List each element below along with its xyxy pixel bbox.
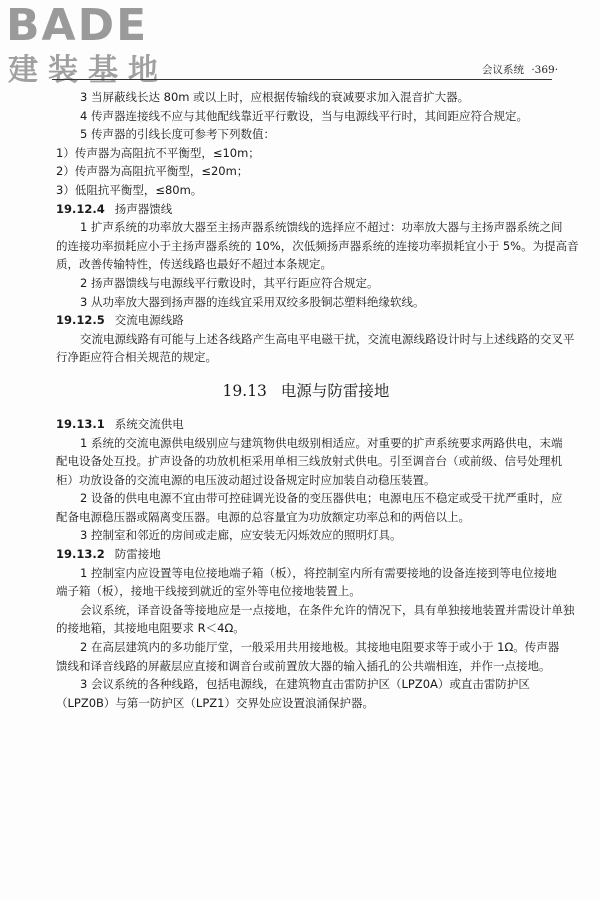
text-line: 柜）功放设备的交流电源的电压波动超过设备规定时应加装自动稳压装置。 — [56, 472, 436, 487]
text-line: 3）低阻抗平衡型，≤80m。 — [56, 182, 203, 197]
text-line: 3 当屏蔽线长达 80m 或以上时，应根据传输线的衰减要求加入混音扩大器。 — [80, 90, 470, 104]
header-section: 会议系统 — [482, 64, 524, 76]
header-page: ·369· — [531, 64, 559, 76]
text-line: （LPZ0B）与第一防护区（LPZ1）交界处应设置浪涌保护器。 — [56, 695, 374, 710]
paragraph — [56, 638, 560, 675]
text-line: 3 从功率放大器到扬声器的连线宜采用双绞多股铜芯塑料绝缘软线。 — [80, 294, 425, 309]
watermark-brand: BADE — [6, 0, 149, 51]
header-rule — [52, 79, 552, 80]
text-line: 馈线和译音线路的屏蔽层应直接和调音台或前置放大器的输入插孔的公共端相连，并作一点接地。 — [56, 658, 551, 673]
paragraph — [56, 564, 556, 601]
paragraph — [56, 330, 575, 367]
text-line: 会议系统，译音设备等接地应是一点接地，在条件允许的情况下，具有单独接地装置并需设计单独 — [80, 602, 575, 617]
text-line: 3 会议系统的各种线路，包括电源线，在建筑物直击雷防护区（LPZ0A）或直击雷防护区 — [80, 677, 530, 692]
chapter-title: 电源与防雷接地 — [280, 381, 390, 400]
section-title: 交流电源线路 — [114, 313, 184, 328]
text-line: 1 系统的交流电源供电级别应与建筑物供电级别相适应。对重要的扩声系统要求两路供电，末端 — [80, 435, 563, 450]
section-title: 防雷接地 — [114, 547, 161, 562]
text-line: 1）传声器为高阻抗不平衡型，≤10m； — [56, 145, 260, 160]
section-heading — [56, 415, 556, 434]
text-line: 2）传声器为高阻抗平衡型，≤20m； — [56, 164, 249, 179]
text-line: 3 控制室和邻近的房间或走廊，应安装无闪烁效应的照明灯具。 — [80, 528, 402, 543]
running-header — [478, 62, 558, 77]
section-title: 系统交流供电 — [114, 416, 184, 431]
text-line: 2 在高层建筑内的多功能厅堂，一般采用共用接地极。其接地电阻要求等于或小于 1Ω。传声器 — [80, 640, 560, 655]
paragraph — [56, 434, 563, 490]
text-line: 2 设备的供电电源不宜由带可控硅调光设备的变压器供电；电源电压不稳定或受干扰严重时，应 — [80, 491, 563, 506]
chapter-number: 19.13 — [222, 381, 267, 400]
section-number: 19.12.5 — [56, 313, 105, 328]
section-heading — [56, 545, 556, 564]
text-line: 质，改善传输特性，传送线路也最好不超过本条规定。 — [56, 257, 332, 272]
watermark-chinese: 建装基地 — [8, 53, 168, 88]
watermark-logo — [6, 0, 186, 90]
text-line: 1 控制室内应设置等电位接地端子箱（板），将控制室内所有需要接地的设备连接到等电位接地 — [80, 565, 557, 580]
text-line: 1 扩声系统的功率放大器至主扬声器系统馈线的选择应不超过：功率放大器与主扬声器系统之间 — [80, 220, 563, 235]
paragraph — [56, 489, 563, 526]
text-line: 交流电源线路有可能与上述各线路产生高电平电磁干扰，交流电源线路设计时与上述线路的交叉平 — [80, 331, 575, 346]
text-line: 行净距应符合相关规范的规定。 — [56, 350, 217, 365]
paragraph — [56, 218, 579, 274]
section-number: 19.13.1 — [56, 416, 105, 431]
text-line: 的连接功率损耗应小于主扬声器系统的 10%，次低频扬声器系统的连接功率损耗宜小于 5%。为提高音 — [56, 238, 579, 253]
chapter-heading — [56, 379, 556, 403]
text-line: 端子箱（板），接地干线接到就近的室外等电位接地装置上。 — [56, 584, 361, 599]
section-title: 扬声器馈线 — [114, 201, 173, 216]
paragraph — [56, 601, 575, 638]
text-line: 4 传声器连接线不应与其他配线靠近平行敷设，当与电源线平行时，其间距应符合规定。 — [80, 108, 528, 123]
section-heading — [56, 311, 556, 330]
section-number: 19.13.2 — [56, 547, 105, 562]
paragraph — [56, 675, 556, 712]
text-line: 配备电源稳压器或隔离变压器。电源的总容量宜为功放额定功率总和的两倍以上。 — [56, 509, 470, 524]
text-line: 2 扬声器馈线与电源线平行敷设时，其平行距应符合规定。 — [80, 275, 379, 290]
section-heading — [56, 200, 556, 219]
text-line: 5 传声器的引线长度可参考下列数值： — [80, 127, 275, 142]
text-line: 的接地箱，其接地电阻要求 R＜4Ω。 — [56, 621, 245, 636]
section-number: 19.12.4 — [56, 201, 105, 216]
text-line: 配电设备处互投。扩声设备的功放机柜采用单相三线放射式供电。引至调音台（或前级、信号处理机 — [56, 454, 562, 469]
body-text — [56, 88, 579, 712]
